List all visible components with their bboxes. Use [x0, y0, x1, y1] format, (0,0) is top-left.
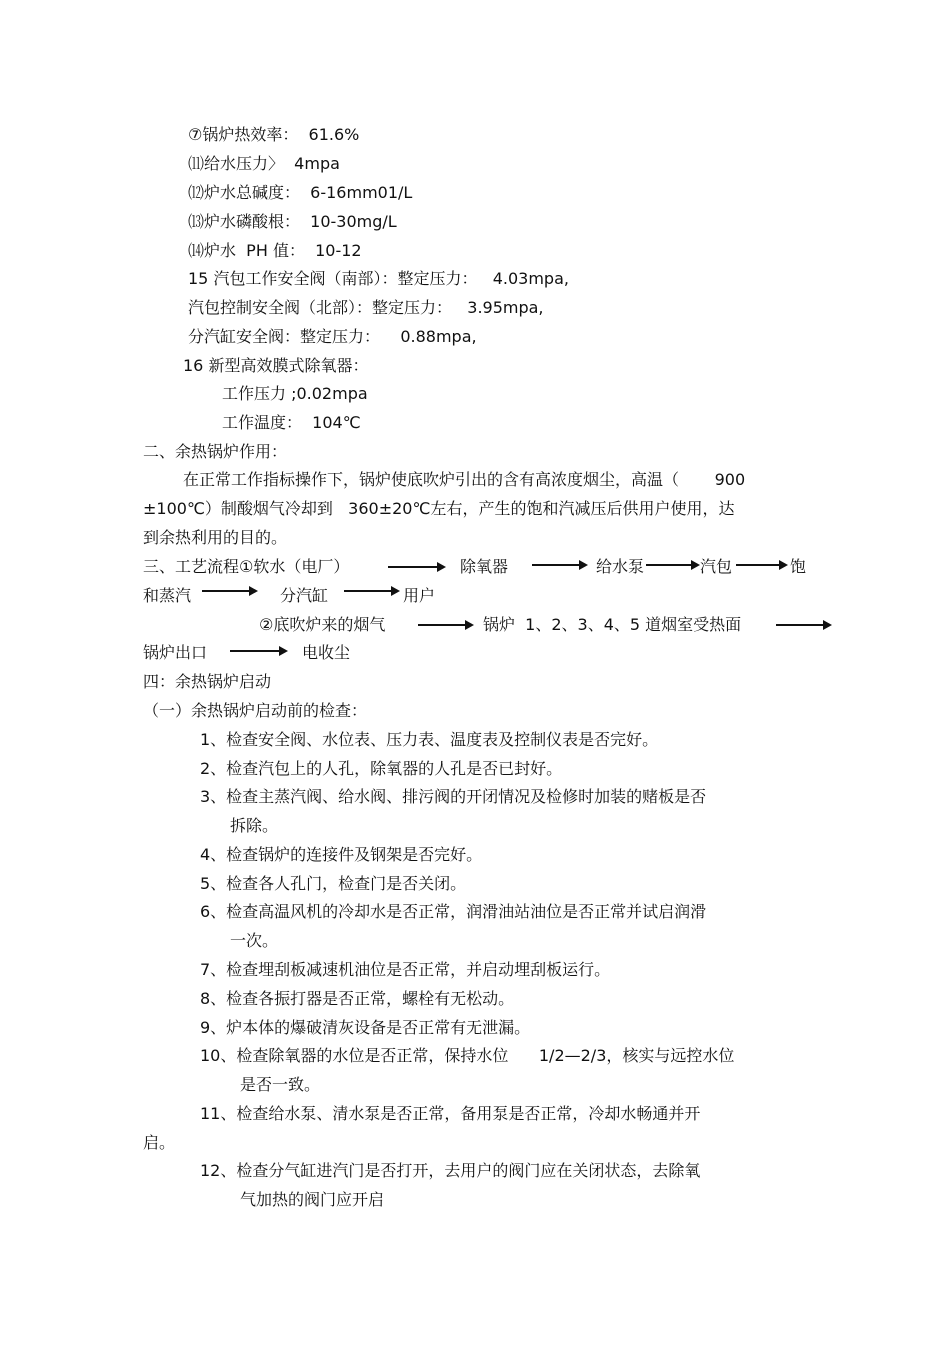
- check-item: 1、检查安全阀、水位表、压力表、温度表及控制仪表是否完好。: [200, 730, 659, 749]
- param-line: 工作温度： 104℃: [222, 413, 361, 432]
- param-line: 汽包控制安全阀（北部）：整定压力： 3.95mpa,: [188, 298, 544, 317]
- param-line: ⑦锅炉热效率： 61.6%: [188, 125, 360, 144]
- flow-arrow: [388, 566, 444, 568]
- flow-node: 除氧器: [460, 557, 509, 576]
- check-item-cont: 拆除。: [230, 816, 279, 835]
- param-line: 15 汽包工作安全阀（南部）：整定压力： 4.03mpa,: [188, 269, 569, 288]
- check-item-cont: 启。: [143, 1133, 176, 1152]
- flow-arrow: [230, 650, 286, 652]
- flow-node: 汽包: [700, 557, 733, 576]
- check-item: 11、检查给水泵、清水泵是否正常，备用泵是否正常，冷却水畅通并开: [200, 1104, 701, 1123]
- flow-arrow: [532, 564, 586, 566]
- flow-node: 电收尘: [302, 643, 351, 662]
- check-item: 9、炉本体的爆破清灰设备是否正常有无泄漏。: [200, 1018, 531, 1037]
- check-item: 4、检查锅炉的连接件及钢架是否完好。: [200, 845, 483, 864]
- param-line: ⑾给水压力〉 4mpa: [188, 154, 340, 173]
- param-line: ⒀炉水磷酸根： 10-30mg/L: [188, 212, 397, 231]
- check-item-cont: 气加热的阀门应开启: [240, 1190, 385, 1209]
- param-line: 工作压力 ;0.02mpa: [222, 384, 368, 403]
- flow-arrow: [736, 564, 786, 566]
- flow-node: 分汽缸: [280, 586, 329, 605]
- check-item: 7、检查埋刮板减速机油位是否正常，并启动埋刮板运行。: [200, 960, 611, 979]
- check-item: 2、检查汽包上的人孔，除氧器的人孔是否已封好。: [200, 759, 563, 778]
- flow-arrow: [202, 590, 256, 592]
- param-line: ⒁炉水 PH 值： 10-12: [188, 241, 362, 260]
- flow-node: 和蒸汽: [143, 586, 192, 605]
- check-item: 5、检查各人孔门，检查门是否关闭。: [200, 874, 467, 893]
- flow-arrow: [418, 624, 472, 626]
- check-item: 6、检查高温风机的冷却水是否正常，润滑油站油位是否正常并试启润滑: [200, 902, 707, 921]
- paragraph-line: 在正常工作指标操作下，锅炉使底吹炉引出的含有高浓度烟尘，高温（ 900: [183, 470, 746, 489]
- flow-node: ②底吹炉来的烟气: [259, 615, 386, 634]
- flow-node: 给水泵: [596, 557, 645, 576]
- check-item: 10、检查除氧器的水位是否正常，保持水位 1/2—2/3，核实与远控水位: [200, 1046, 735, 1065]
- section-heading: 二、余热锅炉作用：: [143, 442, 288, 461]
- check-item-cont: 一次。: [230, 931, 279, 950]
- section-heading: 四：余热锅炉启动: [143, 672, 272, 691]
- flow-node: 饱: [790, 557, 807, 576]
- flow-node: 用户: [403, 586, 436, 605]
- flow-arrow: [776, 624, 830, 626]
- flow-arrow: [344, 590, 398, 592]
- check-item-cont: 是否一致。: [240, 1075, 321, 1094]
- param-line: 分汽缸安全阀：整定压力： 0.88mpa,: [188, 327, 477, 346]
- flow-arrow: [646, 564, 698, 566]
- subsection-heading: （一）余热锅炉启动前的检查：: [143, 701, 368, 720]
- check-item: 12、检查分气缸进汽门是否打开，去用户的阀门应在关闭状态，去除氧: [200, 1161, 701, 1180]
- param-line: ⑿炉水总碱度： 6-16mm01/L: [188, 183, 413, 202]
- flow-node: 锅炉出口: [143, 643, 208, 662]
- paragraph-line: ±100℃）制酸烟气冷却到 360±20℃左右，产生的饱和汽减压后供用户使用，达: [143, 499, 735, 518]
- check-item: 8、检查各振打器是否正常，螺栓有无松动。: [200, 989, 515, 1008]
- check-item: 3、检查主蒸汽阀、给水阀、排污阀的开闭情况及检修时加装的赌板是否: [200, 787, 707, 806]
- section-heading: 三、工艺流程①软水（电厂）: [143, 557, 350, 576]
- paragraph-line: 到余热利用的目的。: [143, 528, 288, 547]
- param-line: 16 新型高效膜式除氧器：: [183, 356, 369, 375]
- flow-node: 锅炉 1、2、3、4、5 道烟室受热面: [483, 615, 742, 634]
